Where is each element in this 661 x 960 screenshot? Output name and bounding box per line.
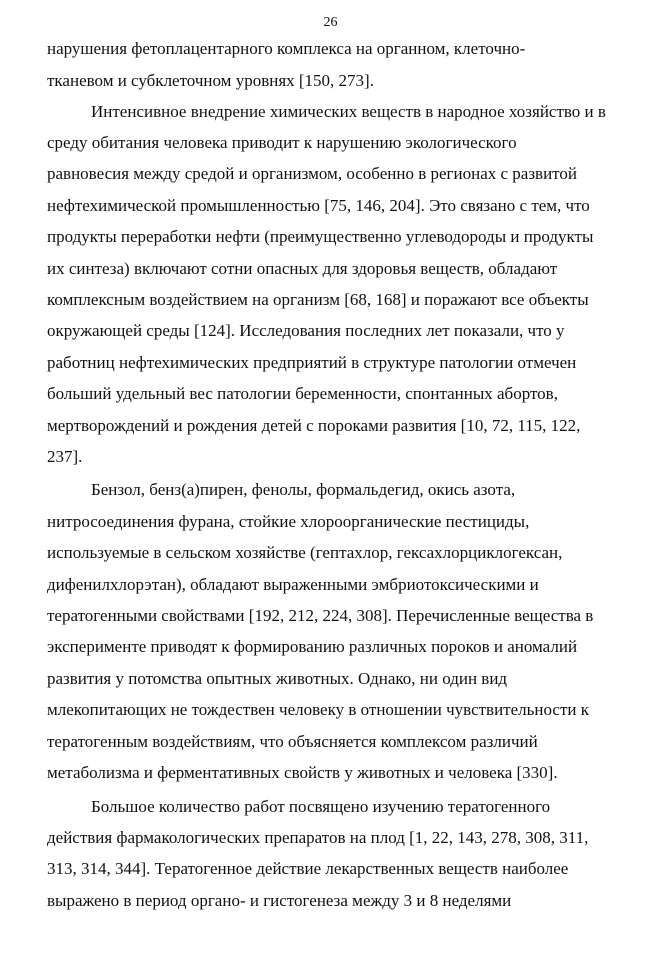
text-line: эксперименте приводят к формированию различных пороков и аномалий — [47, 637, 578, 656]
text-line: нитросоединения фурана, стойкие хлороорганические пестициды, — [47, 512, 530, 531]
page-number: 26 — [323, 15, 338, 30]
text-line: продукты переработки нефти (преимущественно углеводороды и продукты — [47, 227, 594, 246]
text-line: тератогенными свойствами [192, 212, 224, 308]. Перечисленные вещества в — [47, 606, 594, 625]
text-line: комплексным воздействием на организм [68, 168] и поражают все объекты — [47, 290, 589, 309]
text-line: Бензол, бенз(а)пирен, фенолы, формальдегид, окись азота, — [91, 480, 516, 499]
text-line: нарушения фетоплацентарного комплекса на органном, клеточно- — [47, 39, 526, 58]
text-line: окружающей среды [124]. Исследования последних лет показали, что у — [47, 321, 565, 340]
text-line: млекопитающих не тождествен человеку в отношении чувствительности к — [47, 700, 589, 719]
text-line: действия фармакологических препаратов на плод [1, 22, 143, 278, 308, 311, — [47, 828, 589, 847]
text-line: равновесия между средой и организмом, особенно в регионах с развитой — [47, 164, 577, 183]
text-line: 313, 314, 344]. Тератогенное действие лекарственных веществ наиболее — [47, 859, 569, 878]
text-line: дифенилхлорэтан), обладают выраженными эмбриотоксическими и — [47, 575, 539, 594]
text-line: метаболизма и ферментативных свойств у животных и человека [330]. — [47, 763, 558, 782]
text-line: Большое количество работ посвящено изучению тератогенного — [91, 797, 551, 816]
text-line: нефтехимической промышленностью [75, 146, 204]. Это связано с тем, что — [47, 196, 590, 215]
text-line: 237]. — [47, 447, 83, 466]
text-line: работниц нефтехимических предприятий в структуре патологии отмечен — [47, 353, 577, 372]
text-line: Интенсивное внедрение химических веществ в народное хозяйство и в — [91, 102, 606, 121]
text-line: среду обитания человека приводит к нарушению экологического — [47, 133, 517, 152]
text-line: мертворождений и рождения детей с пороками развития [10, 72, 115, 122, — [47, 416, 581, 435]
text-line: развития у потомства опытных животных. Однако, ни один вид — [47, 669, 508, 688]
text-line: используемые в сельском хозяйстве (гептахлор, гексахлорциклогексан, — [47, 543, 563, 562]
text-line: выражено в период органо- и гистогенеза между 3 и 8 неделями — [47, 891, 512, 910]
text-line: тканевом и субклеточном уровнях [150, 273]. — [47, 71, 374, 90]
text-line: тератогенным воздействиям, что объясняется комплексом различий — [47, 732, 538, 751]
text-line: больший удельный вес патологии беременности, спонтанных абортов, — [47, 384, 558, 403]
text-line: их синтеза) включают сотни опасных для здоровья веществ, обладают — [47, 259, 558, 278]
